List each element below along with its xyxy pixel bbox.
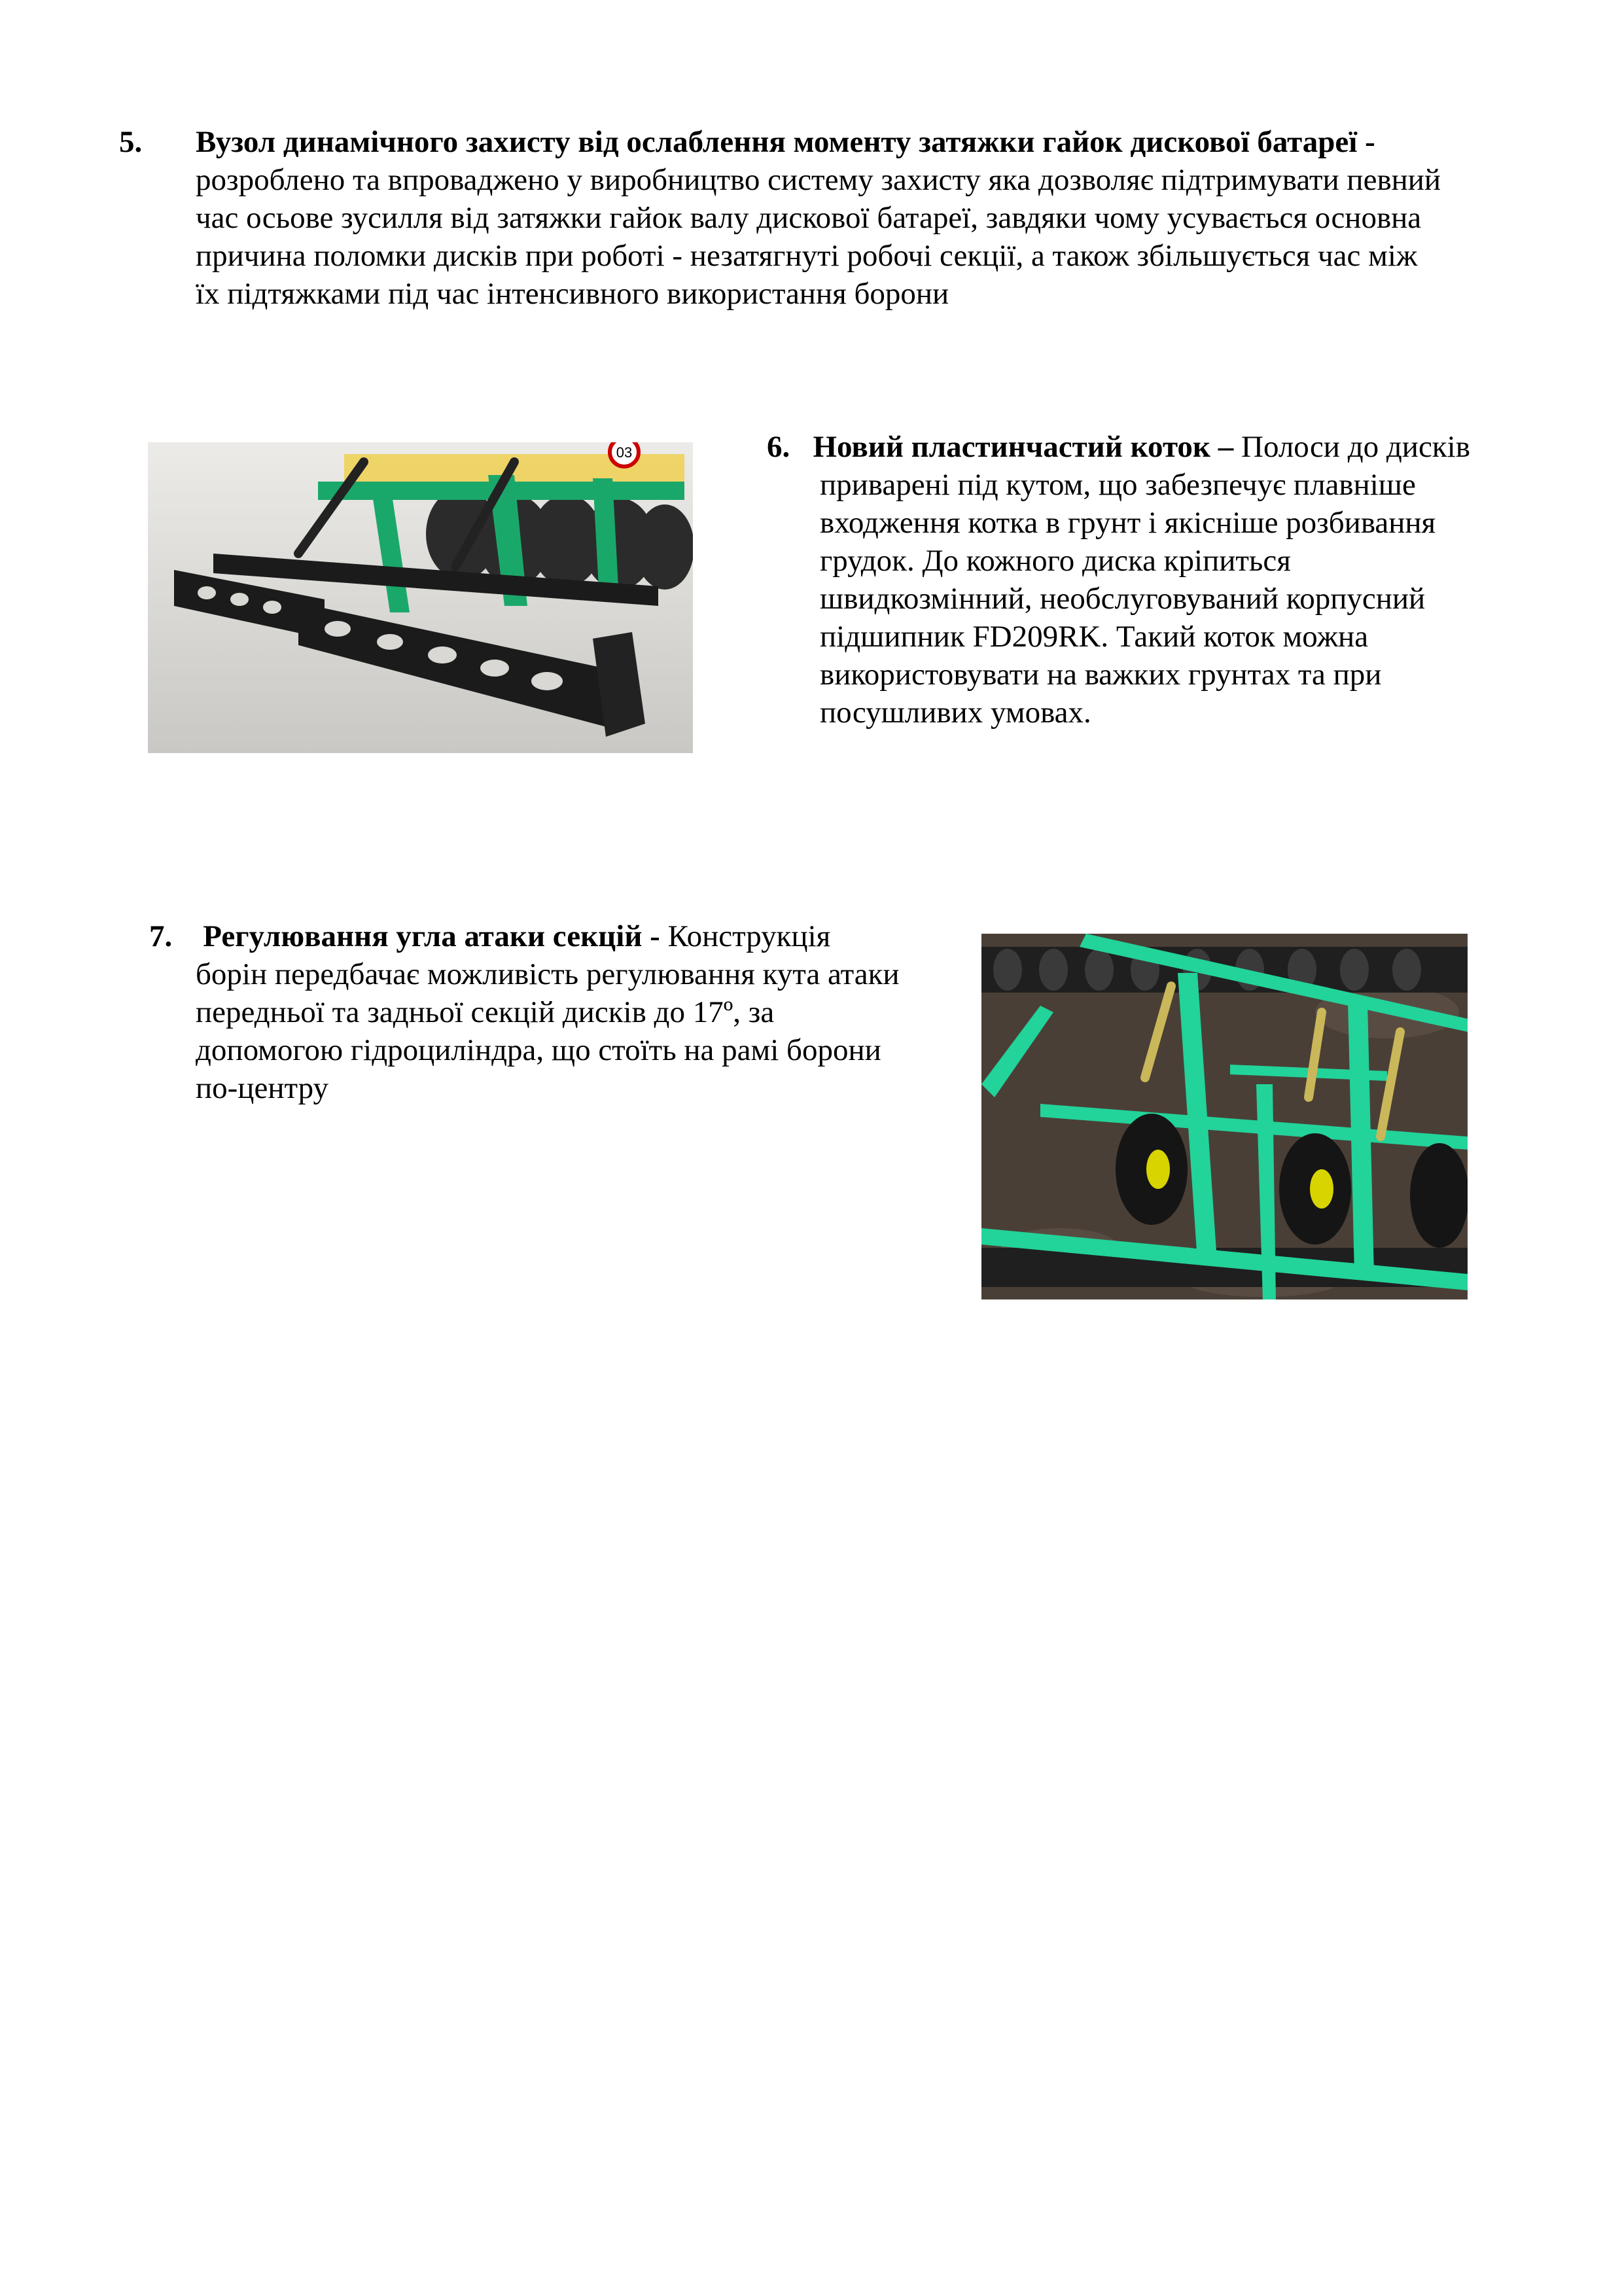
item-7-line: борін передбачає можливість регулювання кута атаки [196,957,900,991]
item-5-line: час осьове зусилля від затяжки гайок валу дискової батареї, завдяки чому усувається основна [196,201,1422,235]
item-7-first-line-text: Конструкція [660,919,831,953]
item-6-line: використовувати на важких грунтах та при [820,658,1382,692]
item-5-line: їх підтяжками під час інтенсивного використання борони [196,277,949,311]
item-7-first-line [149,917,961,955]
item-6-first-line-text: Полоси до дисків [1233,430,1470,464]
item-5-paragraph [196,123,1557,313]
item-6-line: посушливих умовах. [820,696,1091,730]
item-7-line: допомогою гідроциліндра, що стоїть на рамі борони [196,1033,881,1067]
item-6-title: Новий пластинчастий коток – [813,430,1234,464]
roller-photo [148,442,693,753]
item-6-paragraph [767,428,1539,732]
frame-photo [981,934,1468,1299]
item-5-line: розроблено та впроваджено у виробництво систему захисту яка дозволяє підтримувати певний [196,163,1441,197]
item-6-line: входження котка в грунт і якісніше розбивання [820,506,1436,540]
item-6-line: грудок. До кожного диска кріпиться [820,544,1291,578]
item-6-first-line [767,428,1539,466]
item-6-number: 6. [767,430,790,464]
item-5-first-line [196,123,1557,161]
item-7-title: Регулювання угла атаки секцій - [203,919,660,953]
item-7-paragraph [149,917,961,1107]
item-5-separator: - [1357,125,1375,159]
sign-label: 03 [616,444,633,461]
item-5-line: причина поломки дисків при роботі - незатягнуті робочі секції, а також збільшується час між [196,239,1418,273]
item-7-line: по-центру [196,1071,328,1105]
item-6-line: швидкозмінний, необслуговуваний корпусний [820,582,1426,616]
item-7-number: 7. [149,919,173,953]
item-6-line: підшипник FD209RK. Такий коток можна [820,620,1369,654]
item-6-line: приварені під кутом, що забезпечує плавніше [820,468,1416,502]
item-7-line: передньої та задньої секцій дисків до 17º, за [196,995,775,1029]
item-5-number: 5. [119,125,143,159]
item-5-title: Вузол динамічного захисту від ослаблення моменту затяжки гайок дискової батареї [196,125,1358,159]
